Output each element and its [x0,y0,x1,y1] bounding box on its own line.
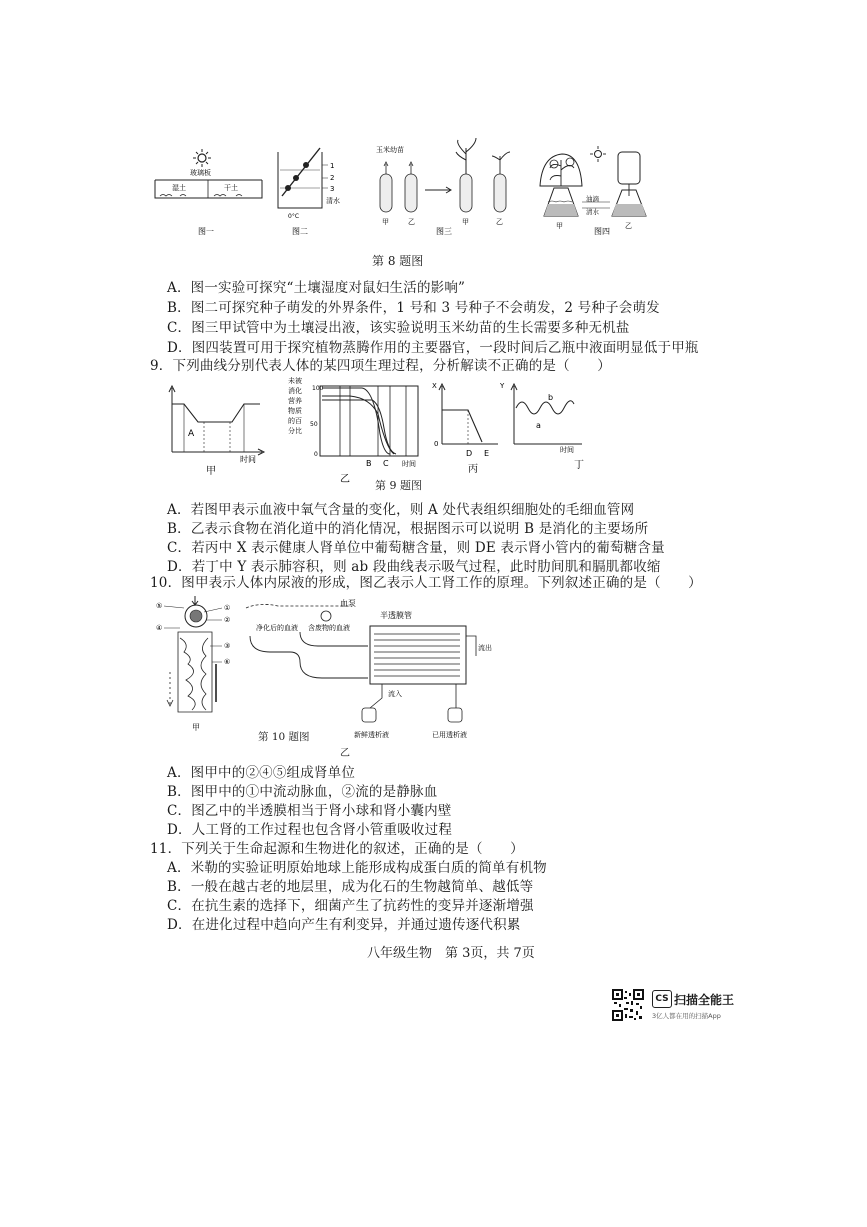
q10-option-d: D．人工肾的工作过程也包含肾小管重吸收过程 [167,822,453,838]
svg-text:流出: 流出 [478,644,492,652]
q10-option-b: B．图甲中的①中流动脉血，②流的是静脉血 [167,784,438,800]
fig8-panel4 [540,146,646,236]
svg-text:②: ② [224,616,231,624]
graph-jia-time: 时间 [240,455,256,464]
sun-icon [590,146,606,162]
fig8-seed-3: 3 [330,185,335,193]
nephron-diagram [156,596,230,732]
scanner-brand: 扫描全能王 [674,993,735,1007]
q9-stem: 9．下列曲线分别代表人体的某四项生理过程，分析解读不正确的是（ ） [150,358,611,374]
q9-option-d: D．若丁中 Y 表示肺容积，则 ab 段曲线表示吸气过程，此时肋间肌和膈肌都收缩 [167,559,661,575]
graph-bing-label: 丙 [468,464,478,475]
svg-text:④: ④ [156,624,163,632]
qr-code-icon [612,989,644,1021]
svg-text:血泵: 血泵 [340,599,356,608]
fig8-wet-soil-label: 湿土 [172,184,186,192]
svg-text:C: C [383,459,389,468]
fig8-tube-yi1: 乙 [408,218,415,226]
q9-option-a: A．若图甲表示血液中氧气含量的变化，则 A 处代表组织细胞处的毛细血管网 [167,502,635,518]
sun-icon [193,149,211,167]
q9-option-b: B．乙表示食物在消化道中的消化情况，根据图示可以说明 B 是消化的主要场所 [167,521,649,537]
fig8-tube-yi2: 乙 [496,218,503,226]
fig10-yi-label: 乙 [340,748,350,759]
svg-text:①: ① [224,604,231,612]
svg-text:流入: 流入 [388,690,402,698]
q8-option-a: A．图一实验可探究“土壤湿度对鼠妇生活的影响” [167,280,466,296]
q8-option-d: D．图四装置可用于探究植物蒸腾作用的主要器官，一段时间后乙瓶中液面明显低于甲瓶 [167,340,699,356]
graph-bing [432,382,498,475]
svg-text:消化: 消化 [288,387,302,395]
fig8-panel3-label: 图三 [436,227,452,236]
fig10-caption: 第 10 题图 [258,731,310,743]
fig8-panel1-label: 图一 [198,227,214,236]
svg-text:⑤: ⑤ [156,602,163,610]
q10-option-a: A．图甲中的②④⑤组成肾单位 [167,765,356,781]
fig8-tube-jia1: 甲 [382,218,389,226]
svg-text:物质: 物质 [288,407,302,415]
svg-text:0: 0 [434,440,439,448]
svg-text:X: X [432,382,437,390]
graph-ding-label: 丁 [574,460,584,471]
svg-text:Y: Y [500,382,505,390]
svg-text:50: 50 [310,421,318,428]
q11-option-d: D．在进化过程中趋向产生有利变异，并通过遗传逐代积累 [167,917,521,933]
svg-text:a: a [536,421,541,430]
svg-text:的百: 的百 [288,417,302,425]
figure-10 [150,592,495,742]
q11-option-c: C．在抗生素的选择下，细菌产生了抗药性的变异并逐渐增强 [167,898,534,914]
scanner-tagline: 3亿人都在用的扫描App [652,1012,721,1020]
fig8-panel2-label: 图二 [292,227,308,236]
figure-8 [150,130,690,245]
svg-text:净化后的血液: 净化后的血液 [256,624,298,632]
graph-ding [499,382,584,471]
fig8-water-label: 清水 [326,197,340,205]
page-footer: 八年级生物 第 3页，共 7页 [367,946,535,961]
svg-text:b: b [548,393,554,402]
svg-text:⑥: ⑥ [224,658,231,666]
fig8-seedling-label: 玉米幼苗 [376,146,404,154]
fig8-seed-1: 1 [330,162,335,170]
svg-text:0: 0 [314,451,318,458]
q10-option-c: C．图乙中的半透膜相当于肾小球和肾小囊内壁 [167,803,452,819]
fig8-dry-soil-label: 干土 [224,184,238,192]
svg-text:含废物的血液: 含废物的血液 [308,624,350,632]
svg-text:营养: 营养 [288,397,302,405]
fig8-temp-label: 0°C [288,213,300,220]
q8-option-b: B．图二可探究种子萌发的外界条件，1 号和 3 号种子不会萌发，2 号种子会萌发 [167,300,660,316]
fig8-bottle-jia: 甲 [556,222,563,230]
graph-jia [169,386,264,477]
graph-yi [288,376,418,485]
fig8-seed-2: 2 [330,174,335,182]
fig8-water-label-2: 清水 [586,208,599,216]
q8-option-c: C．图三甲试管中为土壤浸出液，该实验说明玉米幼苗的生长需要多种无机盐 [167,320,630,336]
figure-9 [150,374,590,494]
svg-text:分比: 分比 [288,427,302,435]
q11-stem: 11．下列关于生命起源和生物进化的叙述，正确的是（ ） [150,841,524,857]
artificial-kidney-diagram [246,598,492,739]
svg-text:未被: 未被 [288,377,302,385]
svg-text:已用透析液: 已用透析液 [432,731,467,739]
svg-text:半透膜管: 半透膜管 [380,611,412,620]
svg-text:时间: 时间 [402,460,416,468]
svg-text:D: D [466,449,473,458]
graph-yi-label: 乙 [340,474,350,485]
svg-text:新鲜透析液: 新鲜透析液 [354,731,389,739]
q9-option-c: C．若丙中 X 表示健康人肾单位中葡萄糖含量，则 DE 表示肾小管内的葡萄糖含量 [167,540,665,556]
svg-text:时间: 时间 [560,446,574,454]
fig8-glass-label: 玻璃板 [190,169,211,177]
fig8-panel1 [155,149,262,236]
svg-text:B: B [366,459,372,468]
fig8-bottle-yi: 乙 [625,222,632,230]
q10-stem: 10．图甲表示人体内尿液的形成，图乙表示人工肾工作的原理。下列叙述正确的是（ ） [150,575,702,591]
fig8-panel2 [278,148,340,236]
fig8-tube-jia2: 甲 [462,218,469,226]
svg-text:③: ③ [224,642,231,650]
fig8-caption: 第 8 题图 [372,254,424,268]
q11-option-b: B．一般在越古老的地层里，成为化石的生物越简单、越低等 [167,879,534,895]
graph-jia-label: 甲 [206,466,216,477]
fig9-caption: 第 9 题图 [375,479,422,492]
graph-jia-a: A [188,429,195,439]
nephron-label: 甲 [192,723,200,732]
fig8-panel4-label: 图四 [594,227,610,236]
q11-option-a: A．米勒的实验证明原始地球上能形成构成蛋白质的简单有机物 [167,860,547,876]
fig8-panel3 [376,138,510,236]
fig8-oil-label: 油滴 [586,195,599,203]
scanner-logo: CS [652,990,672,1008]
svg-text:E: E [484,449,490,458]
svg-text:100: 100 [312,385,324,392]
